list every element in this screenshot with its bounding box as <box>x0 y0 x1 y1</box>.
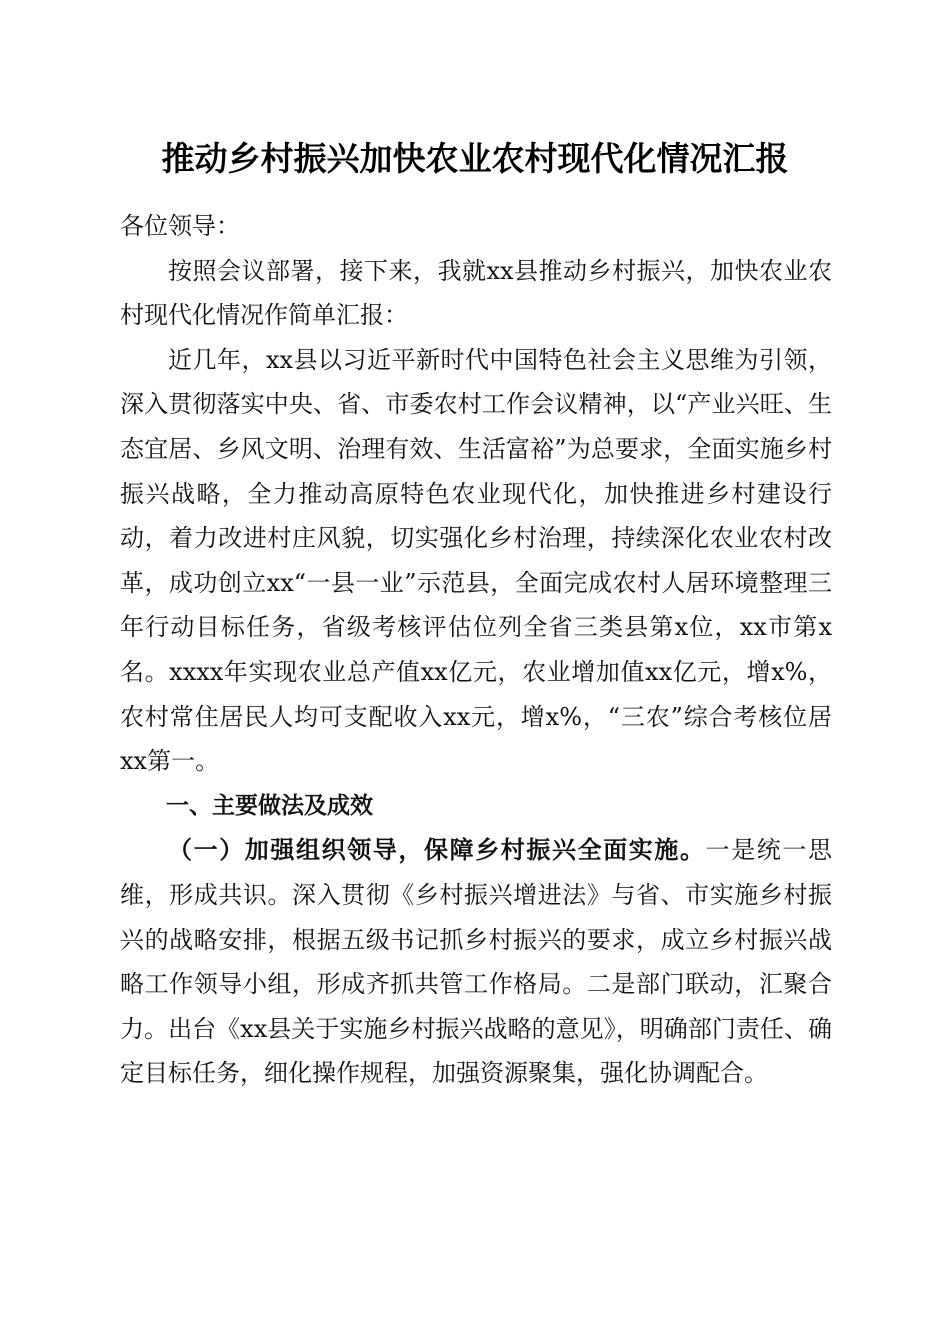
subsection-heading: （一）加强组织领导，保障乡村振兴全面实施。 <box>168 835 706 865</box>
section-heading: 一、主要做法及成效 <box>166 792 373 819</box>
salutation: 各位领导： <box>120 212 240 240</box>
overview-paragraph: 近几年，xx县以习近平新时代中国特色社会主义思维为引领，深入贯彻落实中央、省、市委农村工作会议精神，以“产业兴旺、生态宜居、乡风文明、治理有效、生活富裕”为总要求，全面实施乡村振兴战略，全力推动高原特色农业现代化，加快推进乡村建设行动，着力改进村庄风貌，切实强化乡村治理，持续深化农业农村改革，成功创立xx“一县一业”示范县，全面完成农村人居环境整理三年行动目标任务，省级考核评估位列全省三类县第x位，xx市第x名。xxxx年实现农业总产值xx亿元，农业增加值xx亿元，增x%，农村常住居民人均可支配收入xx元，增x%，“三农”综合考核位居xx第一。 <box>120 345 832 776</box>
subsection-paragraph <box>120 828 832 1096</box>
document-title: 推动乡村振兴加快农业农村现代化情况汇报 <box>161 139 789 178</box>
document-body <box>120 204 832 1096</box>
subsection-body: 一是统一思维，形成共识。深入贯彻《乡村振兴增进法》与省、市实施乡村振兴的战略安排，根据五级书记抓乡村振兴的要求，成立乡村振兴战略工作领导小组，形成齐抓共管工作格局。二是部门联动，汇聚合力。出台《xx县关于实施乡村振兴战略的意见》，明确部门责任、确定目标任务，细化操作规程，加强资源聚集，强化协调配合。 <box>120 836 833 1088</box>
intro-paragraph: 按照会议部署，接下来，我就xx县推动乡村振兴，加快农业农村现代化情况作简单汇报： <box>120 256 832 330</box>
